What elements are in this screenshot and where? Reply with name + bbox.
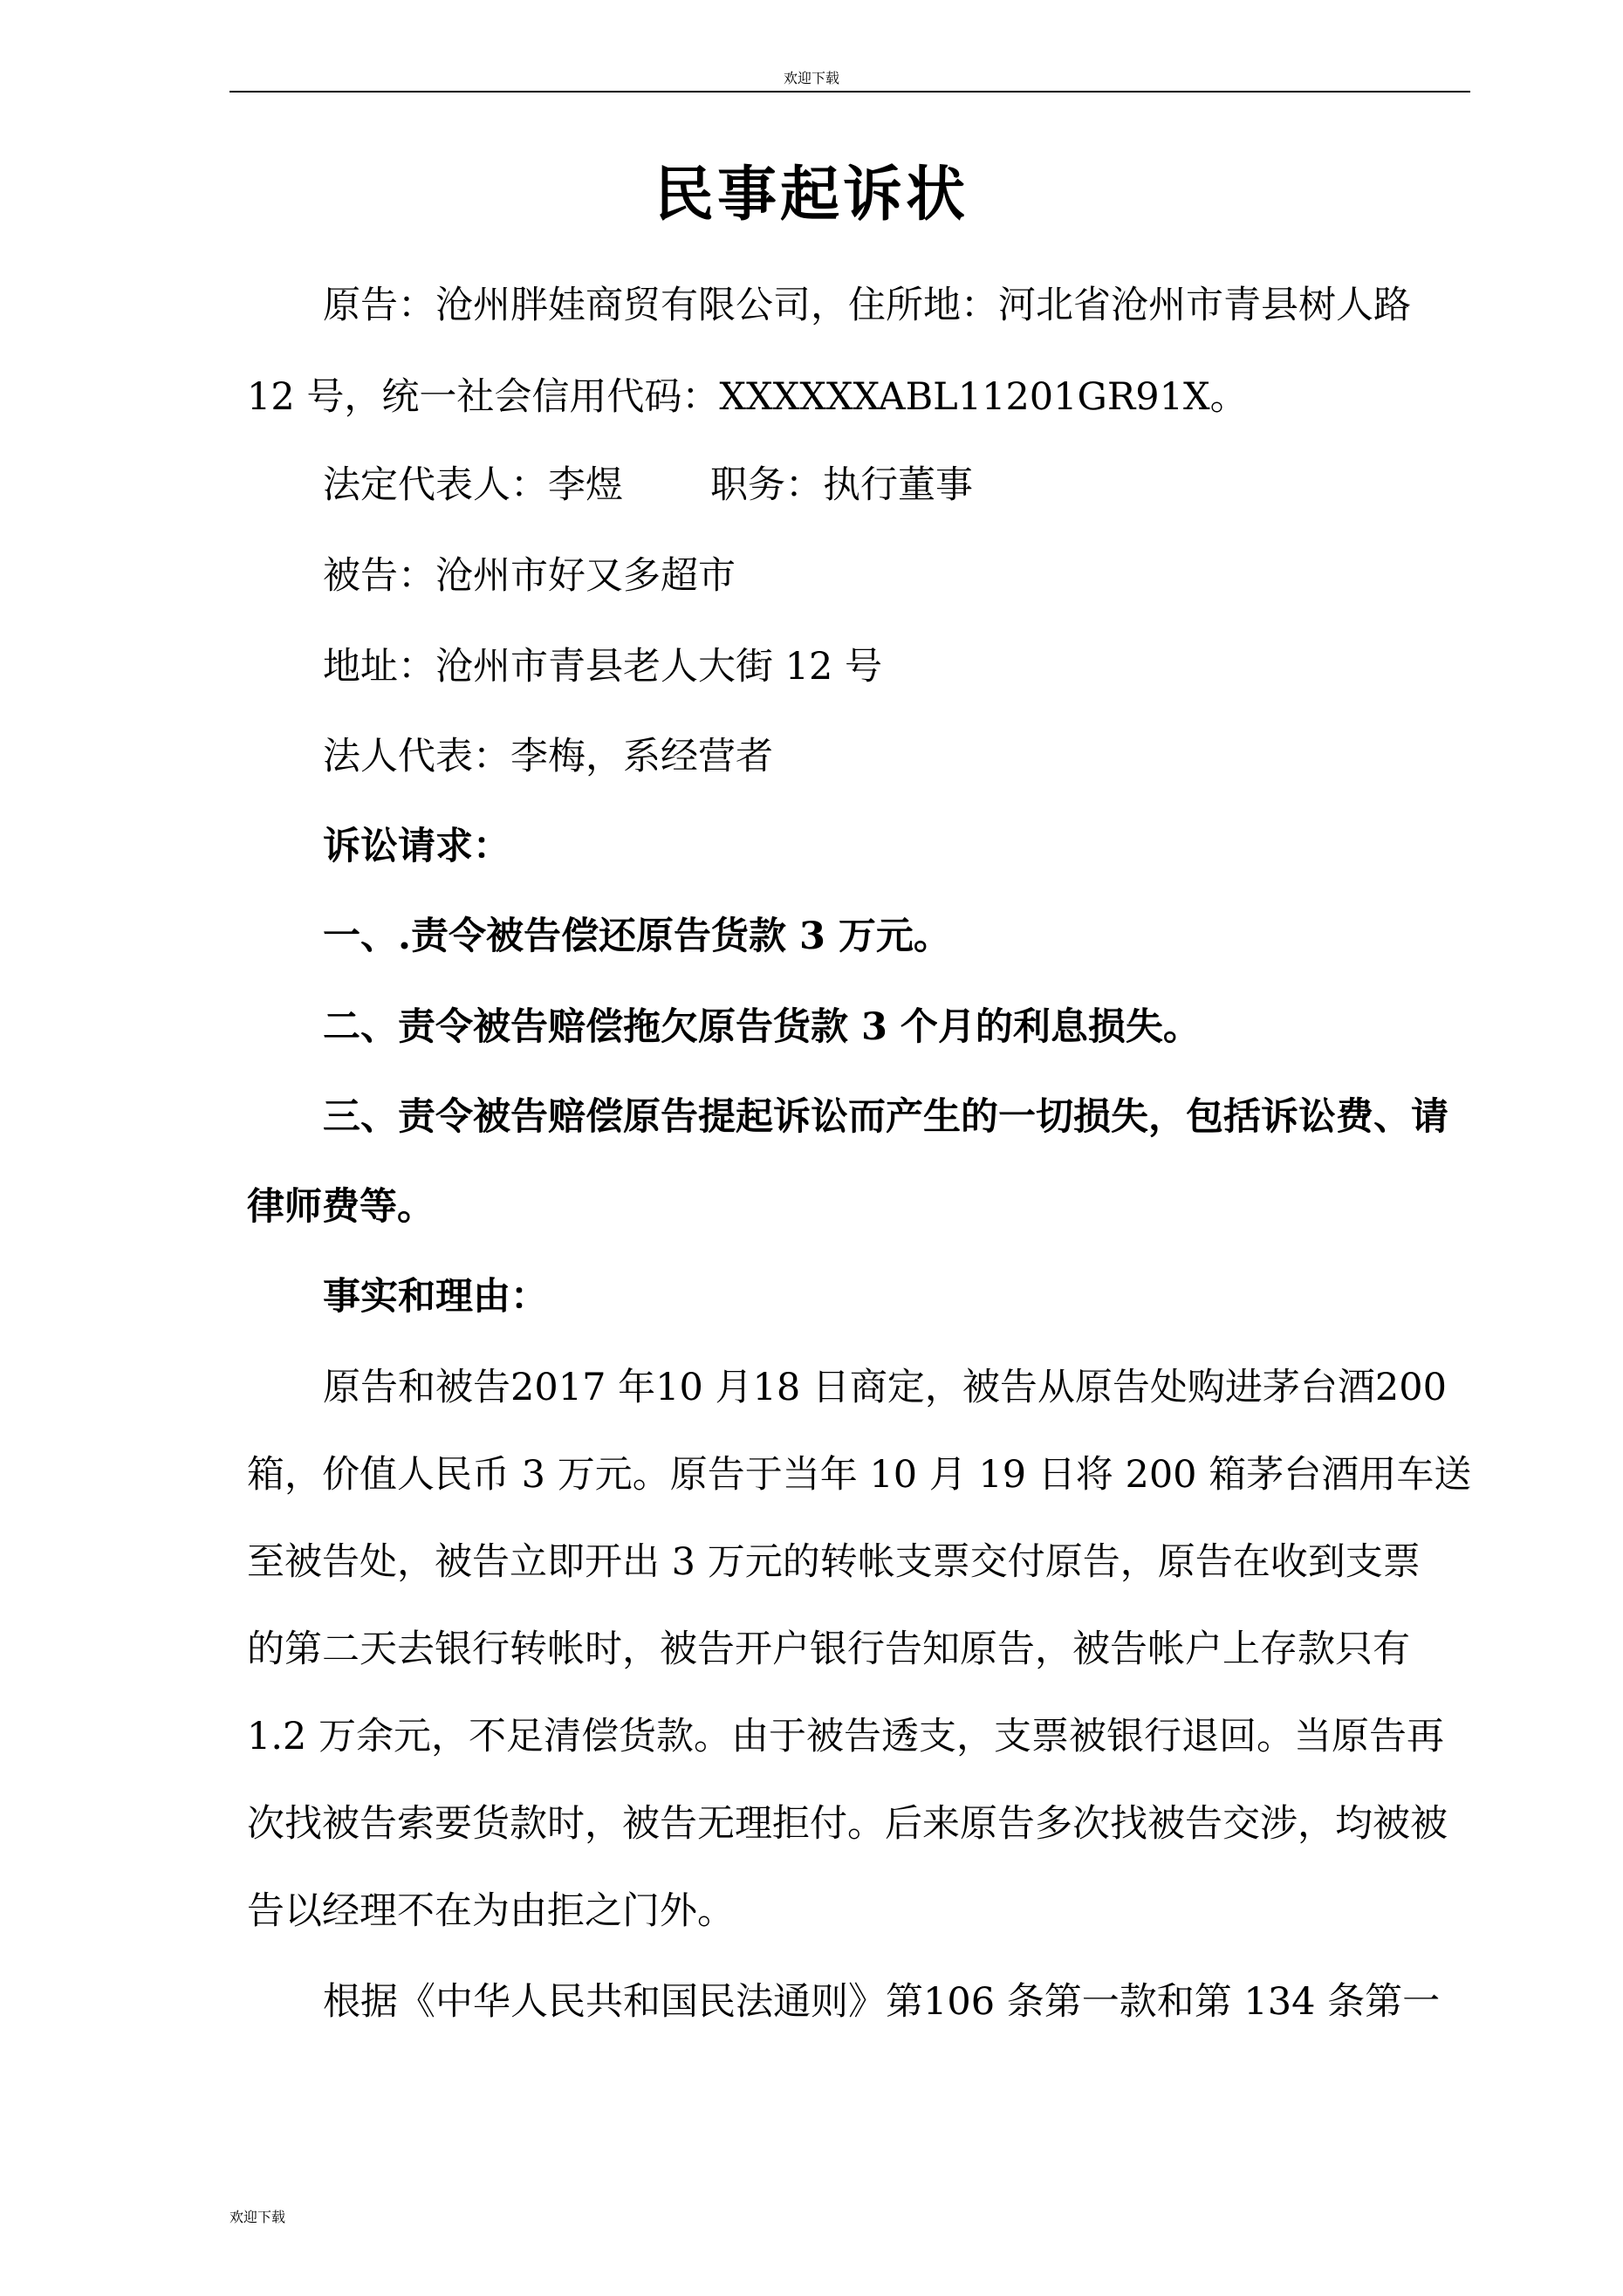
facts-line: 的第二天去银行转帐时，被告开户银行告知原告，被告帐户上存款只有 <box>247 1628 1410 1671</box>
facts-line: 至被告处，被告立即开出 3 万元的转帐支票交付原告，原告在收到支票 <box>247 1540 1421 1584</box>
page-footer-text: 欢迎下载 <box>229 2209 286 2225</box>
defendant-name: 被告：沧州市好又多超市 <box>323 554 736 598</box>
claim-item-1: 一、.责令被告偿还原告货款 3 万元。 <box>323 915 951 958</box>
facts-line: 1.2 万余元，不足清偿货款。由于被告透支，支票被银行退回。当原告再 <box>247 1715 1445 1758</box>
plaintiff-representative <box>323 459 973 511</box>
claim-item-2: 二、责令被告赔偿拖欠原告货款 3 个月的利息损失。 <box>323 1005 1201 1049</box>
plaintiff-line-2: 12 号，统一社会信用代码：XXXXXXABL11201GR91X。 <box>247 375 1248 419</box>
header-divider <box>229 91 1470 93</box>
claims-heading: 诉讼请求： <box>323 825 510 868</box>
defendant-representative: 法人代表：李梅，系经营者 <box>323 735 773 778</box>
legal-representative: 法定代表人：李煜 <box>323 463 623 507</box>
representative-position: 职务：执行董事 <box>710 463 973 507</box>
facts-line: 原告和被告2017 年10 月18 日商定，被告从原告处购进茅台酒200 <box>323 1366 1447 1409</box>
page-header-text: 欢迎下载 <box>783 70 839 86</box>
claim-item-3-line-2: 律师费等。 <box>247 1185 435 1229</box>
facts-heading: 事实和理由： <box>323 1275 548 1319</box>
facts-line: 次找被告索要货款时，被告无理拒付。后来原告多次找被告交涉，均被被 <box>247 1802 1448 1846</box>
claim-item-3-line-1: 三、责令被告赔偿原告提起诉讼而产生的一切损失，包括诉讼费、请 <box>323 1095 1448 1139</box>
document-title: 民事起诉状 <box>654 160 969 230</box>
facts-line: 告以经理不在为由拒之门外。 <box>247 1889 735 1933</box>
law-citation-line: 根据《中华人民共和国民法通则》第106 条第一款和第 134 条第一 <box>323 1980 1441 2024</box>
facts-line: 箱，价值人民币 3 万元。原告于当年 10 月 19 日将 200 箱茅台酒用车送 <box>247 1453 1472 1497</box>
plaintiff-line-1: 原告：沧州胖娃商贸有限公司，住所地：河北省沧州市青县树人路 <box>323 284 1411 327</box>
defendant-address: 地址：沧州市青县老人大街 12 号 <box>323 645 883 689</box>
